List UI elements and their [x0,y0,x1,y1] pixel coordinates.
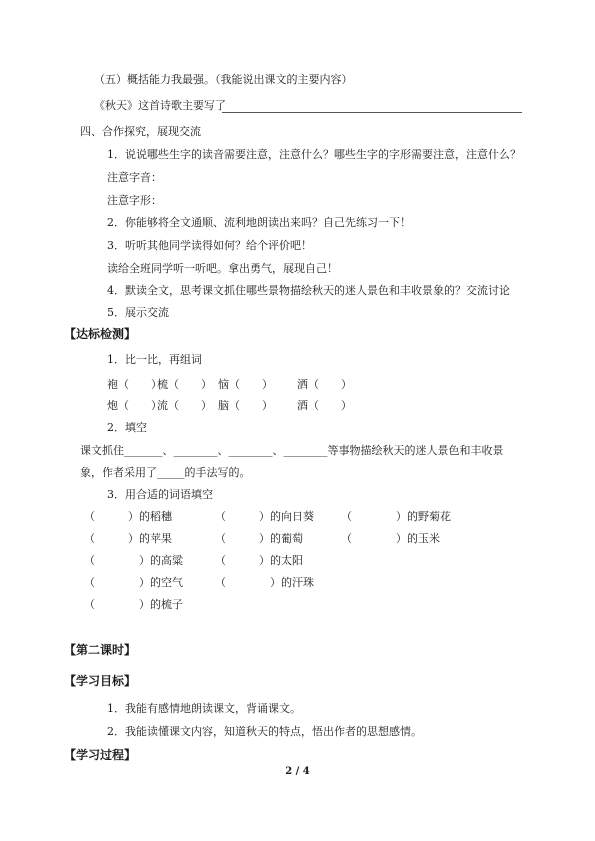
compare-item: 洒（ ） [297,378,352,391]
compare-item: 袍（ ） [107,378,162,391]
compare-item: 炮（ ） [107,399,162,412]
goal-2: 2．我能读懂课文内容，知道秋天的特点，悟出作者的思想感情。 [107,725,422,738]
note-character-form: 注意字形： [107,194,162,207]
fill-item: （ ）的汗珠 [215,576,314,589]
note-pronunciation: 注意字音： [107,171,162,184]
question-4: 4．默读全文，思考课文抓住哪些景物描绘秋天的迷人景色和丰收景象的？交流讨论 [107,284,510,297]
fill-item: （ ）的葡萄 [215,532,303,545]
heading-second-lesson: 【第二课时】 [64,643,137,657]
question-3: 3．听听其他同学读得如何？给个评价吧！ [107,239,312,252]
section-four-title: 四、合作探究，展现交流 [80,125,201,138]
exercise-2-title: 2．填空 [107,421,147,434]
fill-item: （ ）的苹果 [84,532,172,545]
section-five-title: （五）概括能力我最强。（我能说出课文的主要内容） [94,73,353,86]
fill-blank-sentence: 课文抓住_______、________、________、________等事物描绘秋天的迷人景色和丰收景 [80,444,504,457]
exercise-1-title: 1．比一比，再组词 [107,353,202,366]
read-aloud-text: 读给全班同学听一听吧。拿出勇气，展现自己！ [107,262,338,275]
fill-item: （ ）的稻穗 [84,510,172,523]
fill-item: （ ）的梳子 [84,598,183,611]
answer-line[interactable] [222,112,522,113]
compare-item: 脑（ ） [218,399,273,412]
question-2: 2．你能够将全文通顺、流利地朗读出来吗？自己先练习一下！ [107,216,411,229]
compare-item: 恼（ ） [218,378,273,391]
exercise-3-title: 3．用合适的词语填空 [107,488,213,501]
fill-item: （ ）的空气 [84,576,183,589]
page-number: 2 / 4 [285,766,310,777]
fill-item: （ ）的玉米 [341,532,440,545]
goal-1: 1．我能有感情地朗读课文，背诵课文。 [107,702,301,715]
compare-item: 酒（ ） [297,399,352,412]
heading-learning-process: 【学习过程】 [64,748,137,762]
compare-item: 梳（ ） [157,378,212,391]
heading-learning-goals: 【学习目标】 [64,674,137,688]
fill-item: （ ）的高粱 [84,554,183,567]
question-1: 1．说说哪些生字的读音需要注意，注意什么？哪些生字的字形需要注意，注意什么？ [107,148,521,161]
fill-blank-sentence-cont: 象，作者采用了_____的手法写的。 [80,466,251,479]
heading-assessment: 【达标检测】 [64,327,137,341]
fill-item: （ ）的太阳 [215,554,303,567]
compare-item: 流（ ） [157,399,212,412]
poem-summary-prompt: 《秋天》这首诗歌主要写了 [94,99,226,112]
fill-item: （ ）的向日葵 [215,510,314,523]
question-5: 5．展示交流 [107,306,169,319]
fill-item: （ ）的野菊花 [341,510,451,523]
